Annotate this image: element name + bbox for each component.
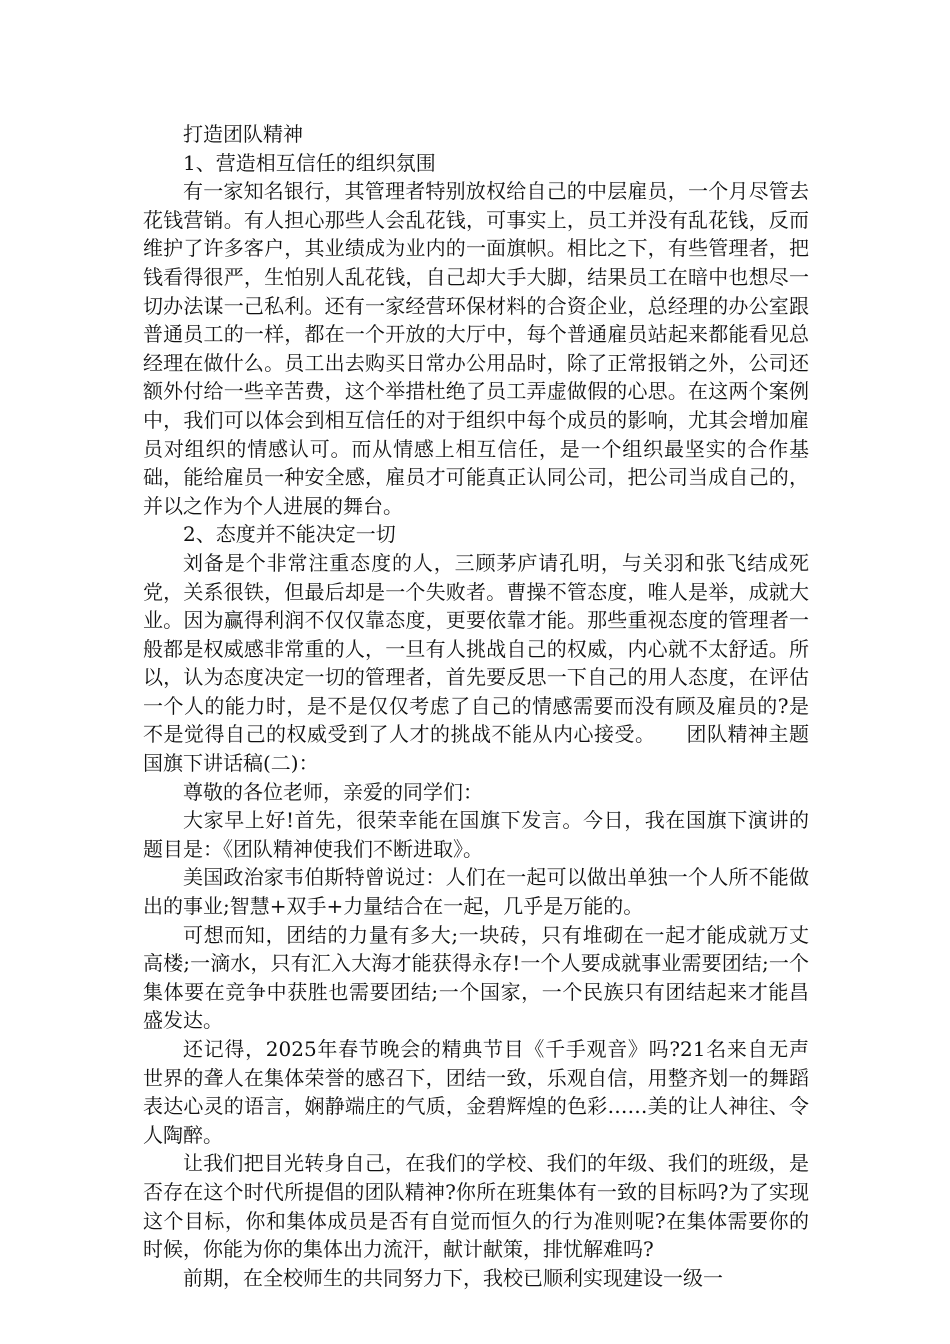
section-heading-1: 1、营造相互信任的组织氛围 [183, 150, 436, 175]
section-heading-2: 2、态度并不能决定一切 [183, 522, 396, 547]
paragraph-bank-trust: 有一家知名银行，其管理者特别放权给自己的中层雇员，一个月尽管去花钱营销。有人担心那些人会乱花钱，可事实上，员工并没有乱花钱，反而维护了许多客户，其业绩成为业内的一面旗帜。相比之下，有些管理者，把钱看得很严，生怕别人乱花钱，自己却大手大脚，结果员工在暗中也想尽一切办法谋一己私利。还有一家经营环保材料的合资企业，总经理的办公室跟普通员工的一样，都在一个开放的大厅中，每个普通雇员站起来都能看见总经理在做什么。员工出去购买日常办公用品时，除了正常报销之外，公司还额外付给一些辛苦费，这个举措杜绝了员工弄虚做假的心思。在这两个案例中，我们可以体会到相互信任的对于组织中每个成员的影响，尤其会增加雇员对组织的情感认可。而从情感上相互信任，是一个组织最坚实的合作基础，能给雇员一种安全感，雇员才可能真正认同公司，把公司当成自己的，并以之作为个人进展的舞台。 [143, 179, 809, 518]
document-title: 打造团队精神 [183, 122, 303, 146]
speech-example: 还记得，2025年春节晚会的精典节目《千手观音》吗?21名来自无声世界的聋人在集体荣誉的感召下，团结一致，乐观自信，用整齐划一的舞蹈表达心灵的语言，娴静端庄的气质，金碧辉煌的色彩……美的让人神往、令人陶醉。 [143, 1037, 809, 1147]
speech-reflection: 让我们把目光转身自己，在我们的学校、我们的年级、我们的班级，是否存在这个时代所提倡的团队精神?你所在班集体有一致的目标吗?为了实现这个目标，你和集体成员是否有自觉而恒久的行为准则呢?在集体需要你的时候，你能为你的集体出力流汗，献计献策，排忧解难吗? [143, 1151, 809, 1262]
speech-continuation: 前期，在全校师生的共同努力下，我校已顺利实现建设一级一 [183, 1265, 723, 1290]
paragraph-attitude: 刘备是个非常注重态度的人，三顾茅庐请孔明，与关羽和张飞结成死党，关系很铁，但最后却是一个失败者。曹操不管态度，唯人是举，成就大业。因为赢得利润不仅仅靠态度，更要依靠才能。那些重视态度的管理者一般都是权威感非常重的人，一旦有人挑战自己的权威，内心就不太舒适。所以，认为态度决定一切的管理者，首先要反思一下自己的用人态度，在评估一个人的能力时，是不是仅仅考虑了自己的情感需要而没有顾及雇员的?是不是觉得自己的权威受到了人才的挑战不能从内心接受。 团队精神主题国旗下讲话稿(二)： [143, 550, 809, 776]
speech-quote: 美国政治家韦伯斯特曾说过：人们在一起可以做出单独一个人所不能做出的事业;智慧+双手+力量结合在一起，几乎是万能的。 [143, 865, 809, 919]
speech-salutation: 尊敬的各位老师，亲爱的同学们： [183, 779, 483, 804]
speech-opening: 大家早上好!首先，很荣幸能在国旗下发言。今日，我在国旗下演讲的题目是：《团队精神使我们不断进取》。 [143, 808, 809, 861]
speech-unity: 可想而知，团结的力量有多大;一块砖，只有堆砌在一起才能成就万丈高楼;一滴水，只有汇入大海才能获得永存!一个人要成就事业需要团结;一个集体要在竞争中获胜也需要团结;一个国家，一个民族只有团结起来才能昌盛发达。 [143, 922, 809, 1033]
document-page [143, 120, 809, 1292]
